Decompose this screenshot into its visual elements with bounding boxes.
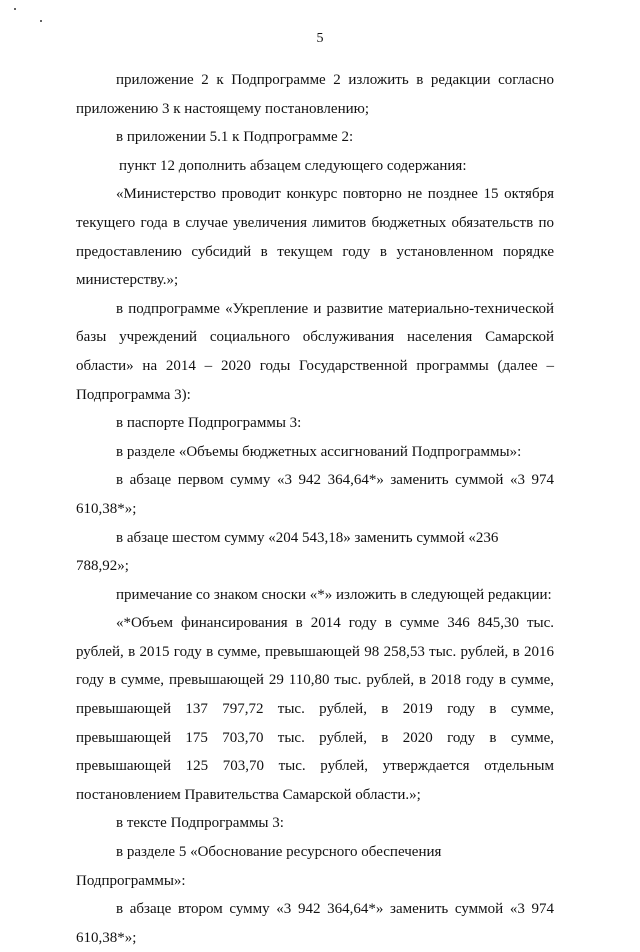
paragraph: в подпрограмме «Укрепление и развитие материально-технической базы учреждений социального обслуживания населения Самарской области» на 2014 – 2020 годы Государственной программы (далее – Подпрограмма 3):: [76, 300, 554, 403]
paragraph: примечание со знаком сноски «*» изложить в следующей редакции:: [116, 586, 552, 603]
paragraph: в абзаце шестом сумму «204 543,18» заменить суммой «236 788,92»;: [76, 529, 499, 575]
paragraph: в абзаце втором сумму «3 942 364,64*» заменить суммой «3 974 610,38*»;: [76, 901, 554, 946]
paragraph: в паспорте Подпрограммы 3:: [116, 415, 302, 432]
paragraph: «Министерство проводит конкурс повторно не позднее 15 октября текущего года в случае увеличения лимитов бюджетных обязательств по предоставлению субсидий в текущем году в установленном порядке министерству.»;: [76, 186, 554, 289]
page-number: 5: [316, 31, 324, 46]
paragraph: в разделе 5 «Обоснование ресурсного обеспечения Подпрограммы»:: [76, 844, 442, 889]
paragraph: «*Объем финансирования в 2014 году в сумме 346 845,30 тыс. рублей, в 2015 году в сумме, превышающей 98 258,53 тыс. рублей, в 2016 году в сумме, превышающей 29 110,80 тыс. рублей, в 2018 году в сумме, превышающей 137 797,72 тыс. рублей, в 2019 году в сумме, превышающей 175 703,70 тыс. рублей, в 2020 году в сумме, превышающей 125 703,70 тыс. рублей, утверждается отдельным постановлением Правительства Самарской области.»;: [76, 615, 554, 803]
scan-mark: [40, 20, 42, 22]
paragraph: пункт 12 дополнить абзацем следующего содержания:: [119, 157, 467, 174]
paragraph: в разделе «Объемы бюджетных ассигнований Подпрограммы»:: [116, 443, 522, 460]
paragraph: в абзаце первом сумму «3 942 364,64*» заменить суммой «3 974 610,38*»;: [76, 472, 554, 517]
scan-mark: [14, 8, 16, 10]
paragraph: в приложении 5.1 к Подпрограмме 2:: [116, 129, 354, 146]
paragraph: в тексте Подпрограммы 3:: [116, 815, 284, 832]
document-body: [76, 66, 554, 952]
paragraph: приложение 2 к Подпрограмме 2 изложить в редакции согласно приложению 3 к настоящему постановлению;: [76, 72, 554, 117]
